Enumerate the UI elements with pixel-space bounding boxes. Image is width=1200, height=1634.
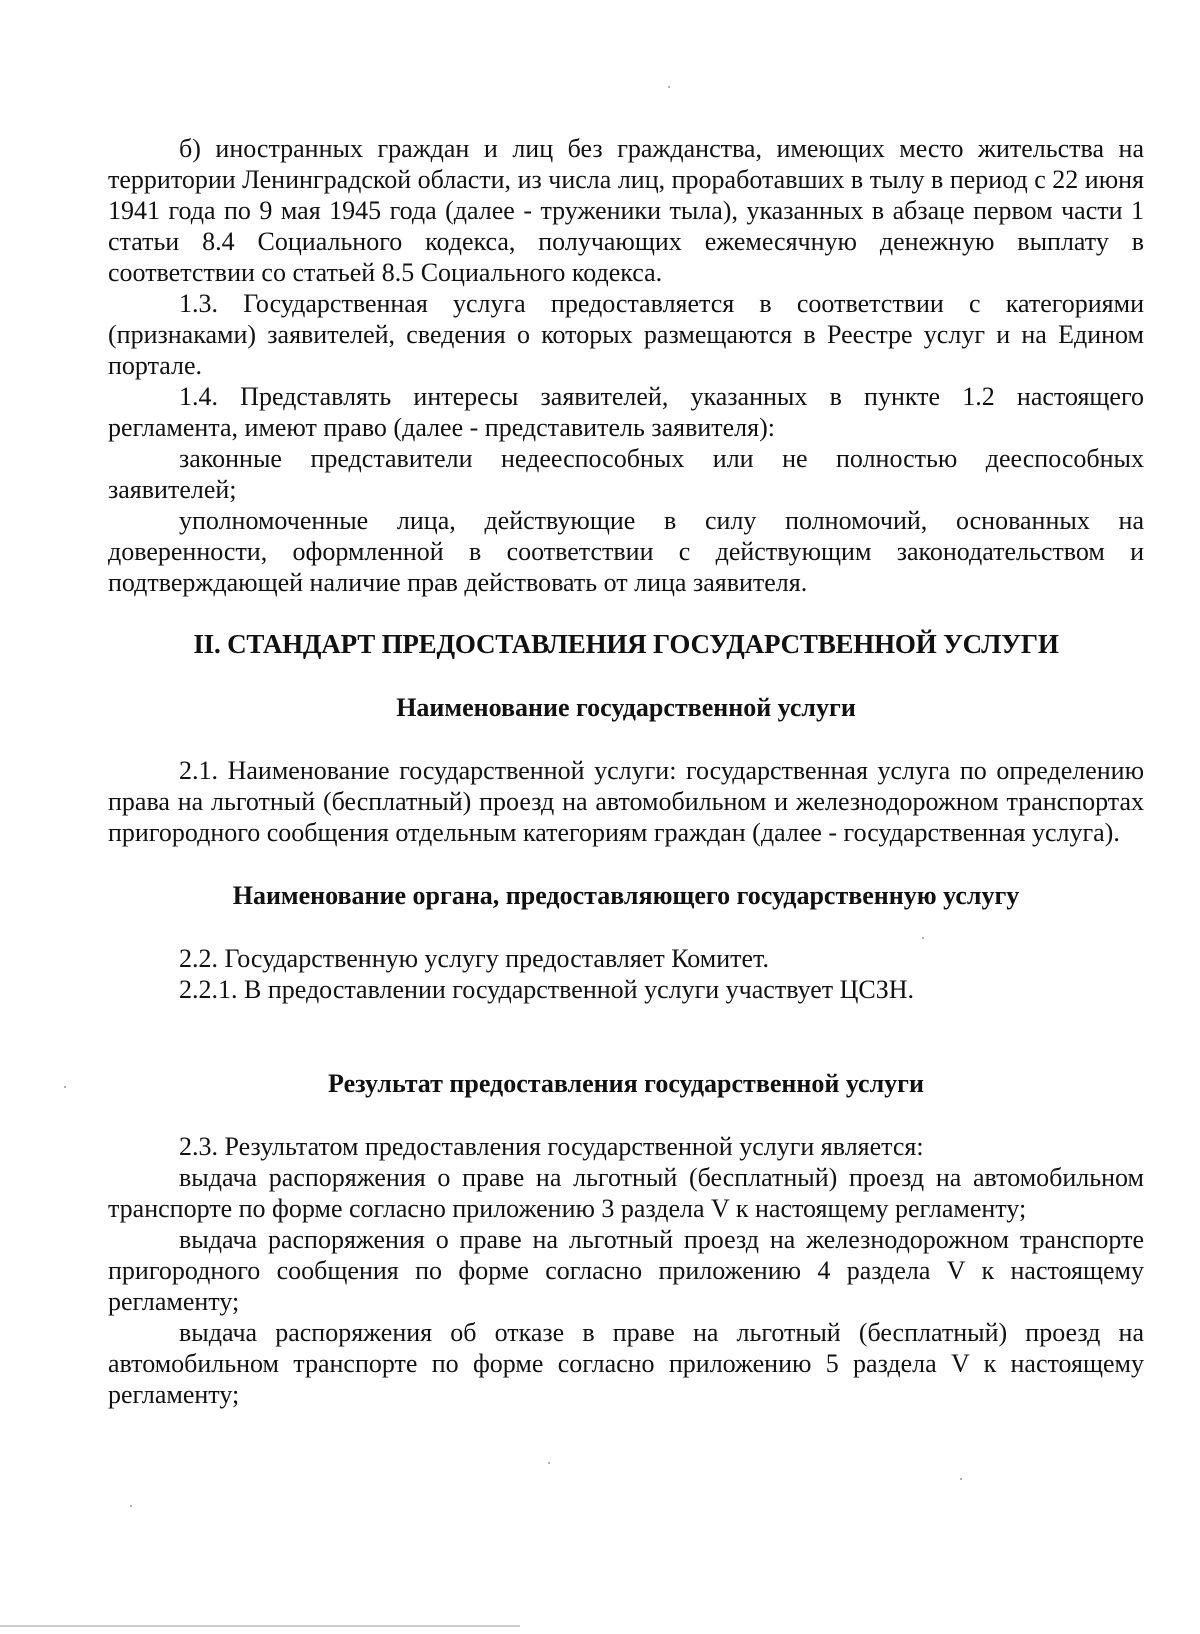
scan-speck <box>922 937 924 939</box>
scan-speck <box>130 1505 132 1507</box>
scan-speck <box>548 1462 550 1464</box>
paragraph-authorized-persons: уполномоченные лица, действующие в силу полномочий, основанных на доверенности, оформленной в соответствии с действующим законодательством и подтверждающей наличие прав действовать от лица заявителя. <box>108 506 1144 597</box>
section-title: II. СТАНДАРТ ПРЕДОСТАВЛЕНИЯ ГОСУДАРСТВЕННОЙ УСЛУГИ <box>193 629 1059 659</box>
scan-edge-line <box>0 1625 520 1627</box>
scan-speck <box>960 1478 962 1480</box>
paragraph-1-3: 1.3. Государственная услуга предоставляется в соответствии с категориями (признаками) заявителей, сведения о которых размещаются в Реестре услуг и на Едином портале. <box>108 289 1144 380</box>
paragraph-1-4: 1.4. Представлять интересы заявителей, указанных в пункте 1.2 настоящего регламента, имеют право (далее - представитель заявителя): <box>108 382 1144 442</box>
scan-speck <box>64 1086 66 1088</box>
paragraph-legal-representatives: законные представители недееспособных или не полностью дееспособных заявителей; <box>108 444 1144 504</box>
paragraph-2-2: 2.2. Государственную услугу предоставляет Комитет. <box>179 944 769 973</box>
paragraph-2-1: 2.1. Наименование государственной услуги: государственная услуга по определению права на льготный (бесплатный) проезд на автомобильном и железнодорожном транспортах пригородного сообщения отдельным категориям граждан (далее - государственная услуга). <box>108 756 1144 847</box>
paragraph-foreign-citizens: б) иностранных граждан и лиц без гражданства, имеющих место жительства на территории Ленинградской области, из числа лиц, проработавших в тылу в период с 22 июня 1941 года по 9 мая 1945 года (далее - труженики тыла), указанных в абзаце первом части 1 статьи 8.4 Социального кодекса, получающих ежемесячную денежную выплату в соответствии со статьей 8.5 Социального кодекса. <box>108 134 1144 287</box>
paragraph-result-rail: выдача распоряжения о праве на льготный проезд на железнодорожном транспорте пригородного сообщения по форме согласно приложению 4 раздела V к настоящему регламенту; <box>108 1225 1144 1316</box>
paragraph-result-refusal: выдача распоряжения об отказе в праве на льготный (бесплатный) проезд на автомобильном транспорте по форме согласно приложению 5 раздела V к настоящему регламенту; <box>108 1318 1144 1409</box>
scan-speck <box>668 86 670 88</box>
paragraph-2-2-1: 2.2.1. В предоставлении государственной услуги участвует ЦСЗН. <box>179 975 915 1004</box>
document-body <box>108 133 1144 1410</box>
subsection-title-authority: Наименование органа, предоставляющего государственную услугу <box>232 881 1020 910</box>
paragraph-result-auto: выдача распоряжения о праве на льготный (бесплатный) проезд на автомобильном транспорте по форме согласно приложению 3 раздела V к настоящему регламенту; <box>108 1163 1144 1223</box>
subsection-title-service-name: Наименование государственной услуги <box>396 693 856 722</box>
paragraph-2-3: 2.3. Результатом предоставления государственной услуги является: <box>179 1132 924 1161</box>
subsection-title-result: Результат предоставления государственной услуги <box>328 1069 924 1098</box>
